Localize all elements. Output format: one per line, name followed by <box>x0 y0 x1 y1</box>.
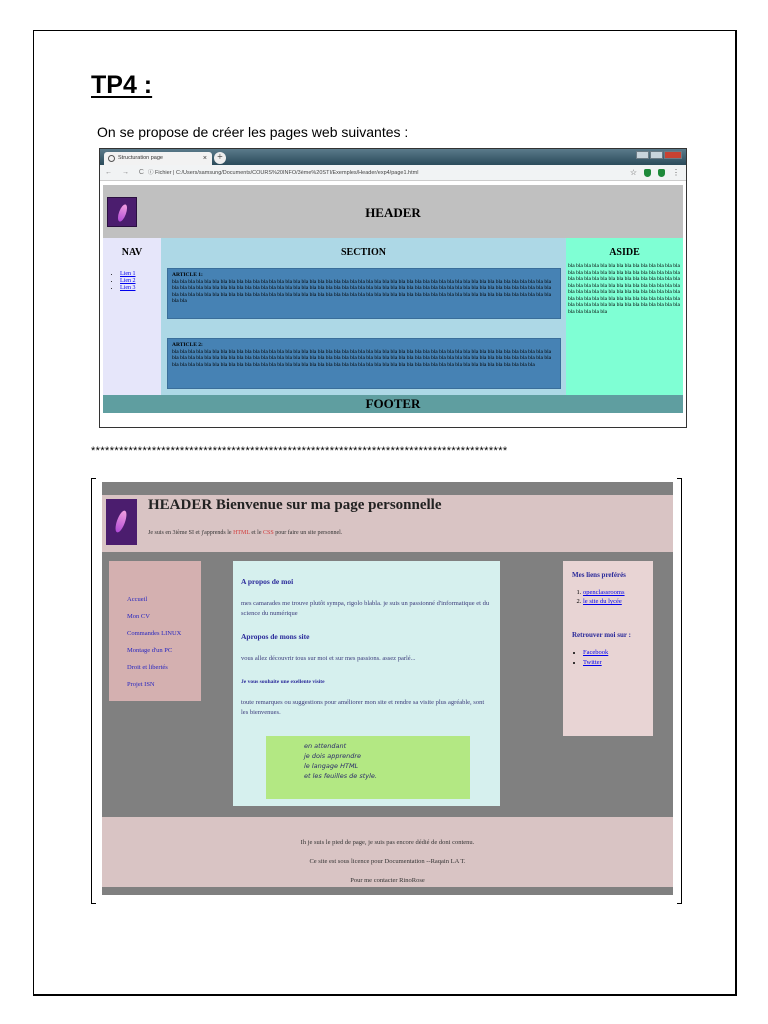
browser-tab[interactable] <box>104 152 212 165</box>
quote-line: et les feuilles de style. <box>304 772 377 780</box>
article-text: bla bla bla bla bla bla bla bla bla bla bla bla bla bla bla bla bla bla bla bla bla bla bla bla bla bla bla bla bla bla bla bla bla bla bla bla bla bla bla bla bla bla bla bla bla bla bla bla bla bla bla bla bla bla bla bla bla bla bla bla bla bla bla bla bla bla bla bla bla bla bla bla bla bla bla bla bla bla bla bla bla bla bla bla bla bla bla bla bla bla bla bla bla bla bla bla bla bla bla bla bla bla bla bla bla bla bla bla bla bla bla bla bla bla bla bla bla bla bla bla bla bla bla bla bla bla bla bla bla bla bla bla bla bla bla bla bla bla bla <box>172 348 552 368</box>
nav-menu <box>127 591 201 693</box>
tab-title: Structuration page <box>118 155 163 161</box>
quote-line: en attendant <box>304 742 347 750</box>
quote-line: je dois apprendre <box>304 752 362 760</box>
address-bar <box>100 165 686 181</box>
quote-line: le langage HTML <box>304 762 359 770</box>
fav-link-item[interactable]: 2. le site du lycée <box>583 597 653 606</box>
nav-item-droit[interactable]: Droit et libertés <box>127 664 168 671</box>
social-link-twitter[interactable]: • Twitter <box>583 658 653 668</box>
section-title: SECTION <box>340 247 386 258</box>
article-text: bla bla bla bla bla bla bla bla bla bla bla bla bla bla bla bla bla bla bla bla bla bla bla bla bla bla bla bla bla bla bla bla bla bla bla bla bla bla bla bla bla bla bla bla bla bla bla bla bla bla bla bla bla bla bla bla bla bla bla bla bla bla bla bla bla bla bla bla bla bla bla bla bla bla bla bla bla bla bla bla bla bla bla bla bla bla bla bla bla bla bla bla bla bla bla bla bla bla bla bla bla bla bla bla bla bla bla bla bla bla bla bla bla bla bla bla bla bla bla bla bla bla bla bla bla bla bla bla bla bla bla bla bla bla bla bla bla bla bla bla bla bla bla <box>172 278 552 304</box>
wish-heading: Je vous souhaite une exellente visite <box>241 679 325 685</box>
nav-link-item[interactable]: • Lien 2 <box>120 278 161 285</box>
personal-aside <box>563 561 653 736</box>
page-footer: FOOTER <box>103 395 683 413</box>
tab-close-icon[interactable]: × <box>202 155 207 162</box>
personal-footer <box>102 817 673 887</box>
footer-line: Ce site est sous licence pour Documentation --Raqain LA T. <box>309 858 466 865</box>
site-heading: Apropos de mons site <box>241 632 310 641</box>
article-title: ARTICLE 2: <box>172 342 203 348</box>
social-list <box>583 648 653 668</box>
extension-icons <box>630 169 680 177</box>
maximize-button[interactable] <box>650 151 663 159</box>
left-bracket <box>91 478 96 904</box>
page-header <box>103 185 683 238</box>
quote-box <box>266 736 470 799</box>
favs-list <box>583 588 653 606</box>
browser-tab-bar <box>100 149 686 165</box>
document-title: TP4 : <box>91 71 153 99</box>
logo-image <box>106 499 137 545</box>
aside-title: ASIDE <box>609 247 640 258</box>
menu-icon[interactable]: ⋮ <box>672 168 680 177</box>
personal-main <box>233 561 500 806</box>
nav-item-linux[interactable]: Commandes LINUX <box>127 630 182 637</box>
bookmark-star-icon[interactable]: ☆ <box>629 168 637 177</box>
nav-column <box>103 238 161 395</box>
wish-text: toute remarques ou suggestions pour améliorer mon site et rendre sa visite plus agréable, sont les bienvenues. <box>241 699 485 716</box>
article-title: ARTICLE 1: <box>172 272 203 278</box>
shield-extension-icon[interactable] <box>644 169 651 177</box>
nav-item-montage-pc[interactable]: Montage d'un PC <box>127 647 173 654</box>
nav-link-item[interactable]: • Lien 3 <box>120 285 161 292</box>
separator-line: ***************************************************************************************** <box>91 445 508 457</box>
nav-link-item[interactable]: • Lien 1 <box>120 271 161 278</box>
footer-line: Pour me contacter RinoRose <box>350 877 425 884</box>
personal-nav <box>109 561 201 701</box>
right-bracket <box>677 478 682 904</box>
nav-links <box>120 271 161 292</box>
nav-title: NAV <box>121 247 143 258</box>
close-window-button[interactable] <box>664 151 682 159</box>
new-tab-button[interactable]: + <box>214 152 226 164</box>
minimize-button[interactable] <box>636 151 649 159</box>
document-intro: On se propose de créer les pages web suivantes : <box>97 124 409 140</box>
screenshot-browser-layout <box>99 148 687 428</box>
url-field[interactable]: ⓘ Fichier | C:/Users/samsung/Documents/COURS%20INFO/3ème%20STI/Exemples/Header/exp4/page1.html <box>148 170 419 176</box>
browser-nav-buttons[interactable]: ← → C <box>105 169 148 176</box>
article-2 <box>167 338 561 389</box>
window-controls <box>636 151 682 159</box>
header-subtitle: Je suis en 3ième SI et j'apprends le HTML et le CSS pour faire un site personnel. <box>148 530 343 536</box>
find-me-heading: Retrouver moi sur : <box>572 631 631 639</box>
favs-heading: Mes liens preférés <box>572 571 626 579</box>
social-link-facebook[interactable]: • Facebook <box>583 648 653 658</box>
about-text: mes camarades me trouve plutôt sympa, rigolo blabla. je suis un passionné d'informatique et du science du numérique <box>241 600 490 617</box>
adblock-extension-icon[interactable] <box>658 169 665 177</box>
html-link[interactable]: HTML <box>233 530 250 536</box>
globe-icon <box>108 155 115 162</box>
footer-line: Ih je suis le pied de page, je suis pas encore dédié de doni contenu. <box>300 839 475 846</box>
article-1 <box>167 268 561 319</box>
nav-item-accueil[interactable]: Accueil <box>127 596 148 603</box>
nav-item-isn[interactable]: Projet ISN <box>127 681 155 688</box>
aside-text: bla bla bla bla bla bla bla bla bla bla bla bla bla bla bla bla bla bla bla bla bla bla bla bla bla bla bla bla bla bla bla bla bla bla bla bla bla bla bla bla bla bla bla bla bla bla bla bla bla bla bla bla bla bla bla bla bla bla bla bla bla bla bla bla bla bla bla bla bla bla bla bla bla bla bla bla bla bla bla bla bla bla bla bla bla bla bla bla bla bla bla bla bla bla bla bla bla bla bla bla bla bla bla <box>568 263 680 315</box>
css-link[interactable]: CSS <box>263 530 274 536</box>
fav-link-item[interactable]: 1. openclassrooms <box>583 588 653 597</box>
screenshot-personal-page <box>102 482 673 895</box>
section-column <box>161 238 566 395</box>
header-title: HEADER Bienvenue sur ma page personnelle <box>148 497 442 513</box>
header-title: HEADER <box>365 205 421 220</box>
aside-column <box>566 238 683 395</box>
personal-header <box>102 495 673 552</box>
site-text: vous allez découvrir tous sur moi et sur mes passions. assez parlé... <box>241 655 416 662</box>
about-heading: A propos de moi <box>241 577 294 586</box>
nav-item-cv[interactable]: Mon CV <box>127 613 150 620</box>
